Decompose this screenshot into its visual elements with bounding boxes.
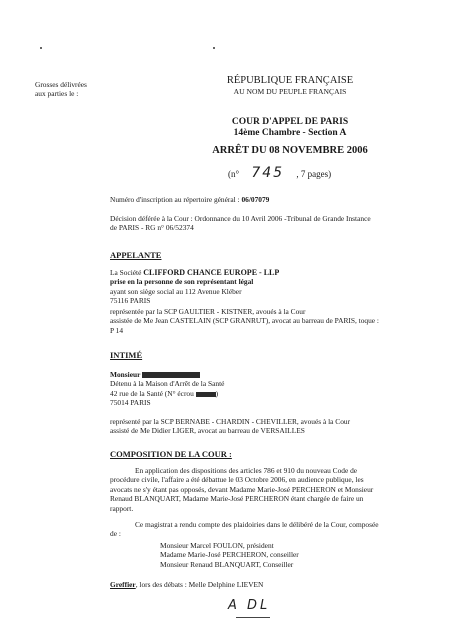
handwritten-number: 745 [251, 165, 285, 181]
appellant-name-line [110, 268, 279, 277]
respondent-city: 75014 PARIS [110, 398, 151, 408]
respondent-street: 42 rue de la Santé (N° écrou [110, 388, 196, 398]
chamber-name: 14ème Chambre - Section A [233, 128, 347, 138]
respondent-block [110, 370, 224, 408]
scan-speck [213, 47, 215, 49]
header-block [165, 75, 415, 97]
clerk-line [110, 580, 263, 589]
respondent-street-line [110, 389, 224, 398]
composition-heading: COMPOSITION DE LA COUR : [110, 449, 232, 459]
clerk-label: Greffier [110, 580, 136, 589]
registry-line [110, 195, 269, 204]
composition-para2: Ce magistrat a rendu compte des plaidoiries dans le délibéré de la Cour, composée de : [110, 520, 379, 539]
appellant-name: CLIFFORD CHANCE EUROPE - LLP [143, 268, 280, 277]
appellant-heading: APPELANTE [110, 250, 162, 260]
redaction-bar [142, 372, 200, 378]
margin-note: Grosses délivrées aux parties le : [35, 80, 87, 99]
people-heading: AU NOM DU PEUPLE FRANÇAIS [233, 87, 347, 96]
decision-text: Décision déférée à la Cour : Ordonnance du 10 Avril 2006 -Tribunal de Grande Instance de PARIS - RG n° 06/52374 [110, 214, 371, 233]
registry-label: Numéro d'inscription au répertoire général : [110, 195, 242, 204]
respondent-detained: Détenu à la Maison d'Arrêt de la Santé [110, 379, 225, 389]
respondent-represented: représenté par la SCP BERNABE - CHARDIN - CHEVILLER, avoués à la Cour assisté de Me Didier LIGER, avocat au barreau de VERSAILLES [110, 417, 351, 436]
member-president: Monsieur Marcel FOULON, président [160, 541, 274, 550]
member-counsellor-2: Monsieur Renaud BLANQUART, Conseiller [160, 559, 294, 569]
appellant-block [110, 268, 279, 306]
scan-speck [40, 47, 42, 49]
respondent-heading: INTIMÉ [110, 350, 143, 360]
member-counsellor-1: Madame Marie-José PERCHERON, conseiller [160, 550, 299, 560]
number-prefix: (n° [228, 169, 240, 179]
republic-heading: RÉPUBLIQUE FRANÇAISE [226, 75, 354, 86]
appellant-address: ayant son siège social au 112 Avenue Kléber 75116 PARIS [110, 286, 242, 306]
respondent-street-end: ) [215, 388, 219, 398]
appellant-prefix: La Société [110, 268, 144, 277]
court-members [160, 541, 299, 569]
page-count: , 7 pages) [296, 169, 332, 179]
initials-underline [236, 617, 270, 618]
ruling-date: ARRÊT DU 08 NOVEMBRE 2006 [212, 145, 368, 156]
handwritten-initials: A DL [228, 598, 271, 613]
appellant-rep-line: prise en la personne de son représentant légal [110, 277, 254, 287]
redaction-bar [196, 392, 216, 397]
composition-para1: En application des dispositions des articles 786 et 910 du nouveau Code de procédure civile, l'affaire a été débattue le 03 Octobre 2006, en audience publique, les avocats ne s'y étant pas opposés, devant Madame Marie-José PERCHERON et Monsieur Renaud BLANQUART, Madame Marie-José PERCHERON étant chargée de faire un rapport. [110, 466, 374, 513]
clerk-text: , lors des débats : Melle Delphine LIEVEN [135, 580, 264, 589]
appellant-represented: représentée par la SCP GAULTIER - KISTNER, avoués à la Cour assistée de Me Jean CASTELAIN (SCP GRANRUT), avocat au barreau de PARIS, toque : P 14 [110, 307, 379, 335]
court-name: COUR D'APPEL DE PARIS [231, 117, 349, 127]
respondent-title: Monsieur [110, 370, 141, 379]
ruling-number [228, 165, 331, 182]
respondent-name-line [110, 370, 224, 379]
court-block [165, 117, 415, 139]
registry-value: 06/07079 [241, 195, 270, 204]
